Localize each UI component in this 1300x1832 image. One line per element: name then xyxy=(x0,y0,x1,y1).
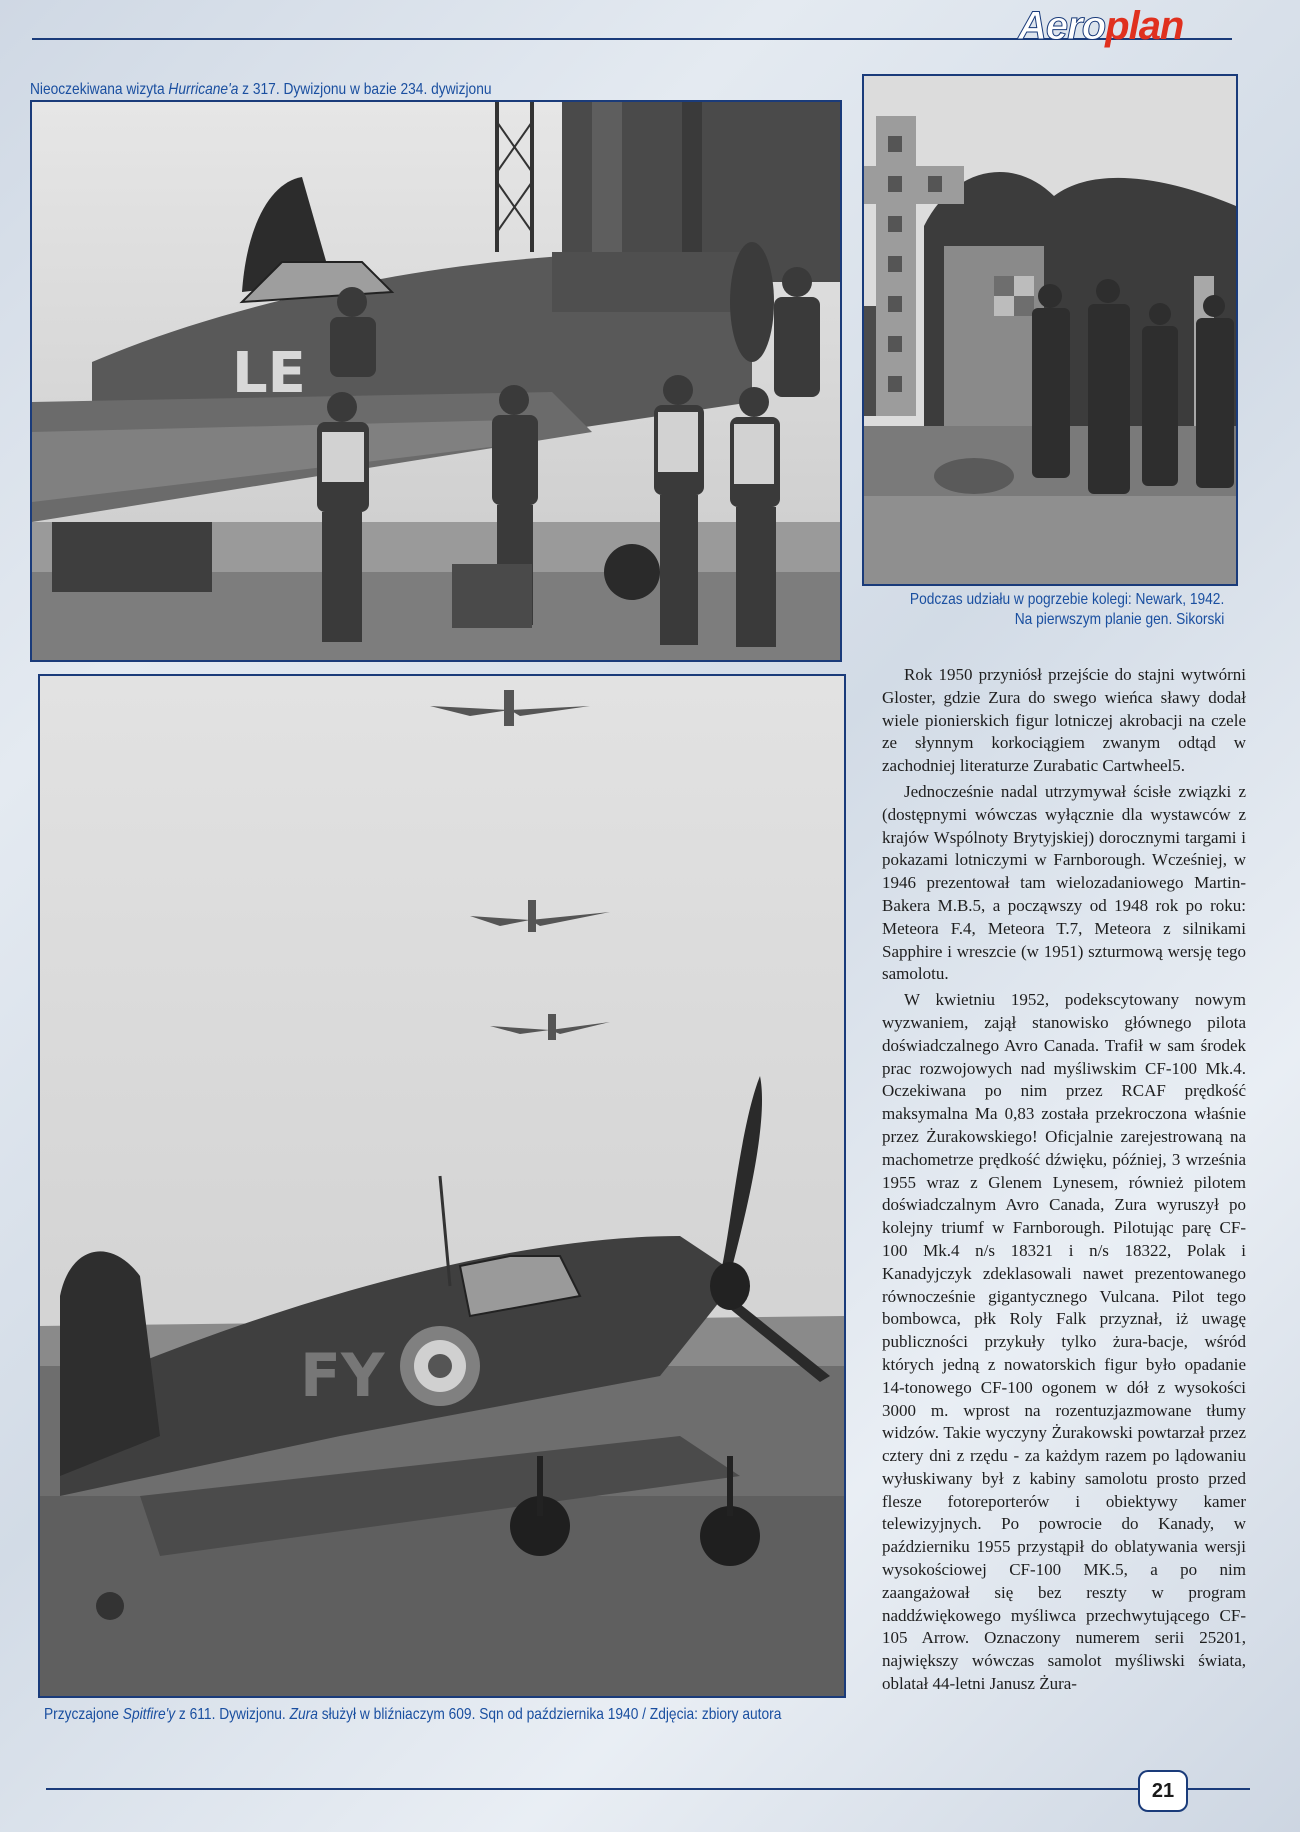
article-paragraph-3: W kwietniu 1952, podekscytowany nowym wyzwaniem, zajął stanowisko głównego pilota doświadczalnego Avro Canada. Trafił w sam środek prac rozwojowych nad myśliwskim CF-100 Mk.4. Oczekiwana po nim przez RCAF prędkość maksymalna Ma 0,83 została przekroczona właśnie przez Żurakowskiego! Oficjalnie zarejestrowaną na machometrze prędkość dźwięku, później, 3 września 1955 wraz z Glenem Lynesem, również pilotem doświadczalnym Avro Canada, Zura wyruszył po kolejny triumf w Farnborough. Pilotując parę CF-100 Mk.4 n/s 18321 i n/s 18322, Polak i Kanadyjczyk zdeklasowali nawet prezentowanego równocześnie gigantycznego Vulcana. Pilot tego bombowca, płk Roly Falk przyznał, iż uwagę publiczności przykuły tylko żura-bacje, wśród których jedną z nowatorskich figur było opadanie 14-tonowego CF-100 ogonem w dół z wysokości 3000 m. wprost na rozentuzjazmowane tłumy widzów. Takie wyczyny Żurakowski powtarzał przez cztery dni z rzędu - za każdym razem po lądowaniu wyłuskiwany był z kabiny samolotu prosto przed flesze fotoreporterów i obiektywy kamer telewizyjnych. Po powrocie do Kanady, w październiku 1955 przystąpił do oblatywania wersji wysokościowej CF-100 MK.5, a po nim zaangażował się bez reszty w program naddźwiękowego myśliwca przechwytującego CF-105 Arrow. Oznaczony numerem serii 25201, największy wówczas samolot myśliwski świata, oblatał 44-letni Janusz Żura- xyxy=(882,990,1246,1694)
photo-spitfires xyxy=(38,674,846,1698)
page-number: 21 xyxy=(1138,1770,1188,1812)
aeroplan-logo xyxy=(1018,2,1183,50)
photo-hurricane-crew xyxy=(30,100,842,662)
logo-aero: Aero xyxy=(1018,4,1106,48)
spitfire-code-letters: FY xyxy=(300,1341,385,1411)
caption-funeral: Podczas udziału w pogrzebie kolegi: Newark, 1942. Na pierwszym planie gen. Sikorski xyxy=(909,591,1225,628)
article-text xyxy=(882,664,1246,1699)
caption-hurricane: Nieoczekiwana wizyta Hurricane'a z 317. Dywizjonu w bazie 234. dywizjonu xyxy=(30,81,492,98)
footer-rule xyxy=(46,1788,1250,1790)
caption-spitfire: Przyczajone Spitfire'y z 611. Dywizjonu. Zura służył w bliźniaczym 609. Sqn od października 1940 / Zdjęcia: zbiory autora xyxy=(44,1706,782,1723)
photo-funeral-newark xyxy=(862,74,1238,586)
hurricane-code-letters: LE xyxy=(232,341,306,406)
article-paragraph-2: Jednocześnie nadal utrzymywał ścisłe związki z (dostępnymi wówczas wyłącznie dla wystawców z krajów Wspólnoty Brytyjskiej) dorocznymi targami i pokazami lotniczymi w Farnborough. Wcześniej, w 1946 prezentował tam wielozadaniowego Martin-Bakera M.B.5, a począwszy od 1948 rok po roku: Meteora F.4, Meteora T.7, Meteora z silnikami Sapphire i wreszcie (w 1951) szturmową wersję tego samolotu. xyxy=(882,781,1246,984)
article-paragraph-1: Rok 1950 przyniósł przejście do stajni wytwórni Gloster, gdzie Zura do swego wieńca sławy dodał wiele pionierskich figur lotniczej akrobacji na czele ze słynnym korkociągiem zwanym odtąd w zachodniej literaturze Zurabatic Cartwheel5. xyxy=(882,665,1246,776)
logo-plan: plan xyxy=(1105,4,1184,48)
